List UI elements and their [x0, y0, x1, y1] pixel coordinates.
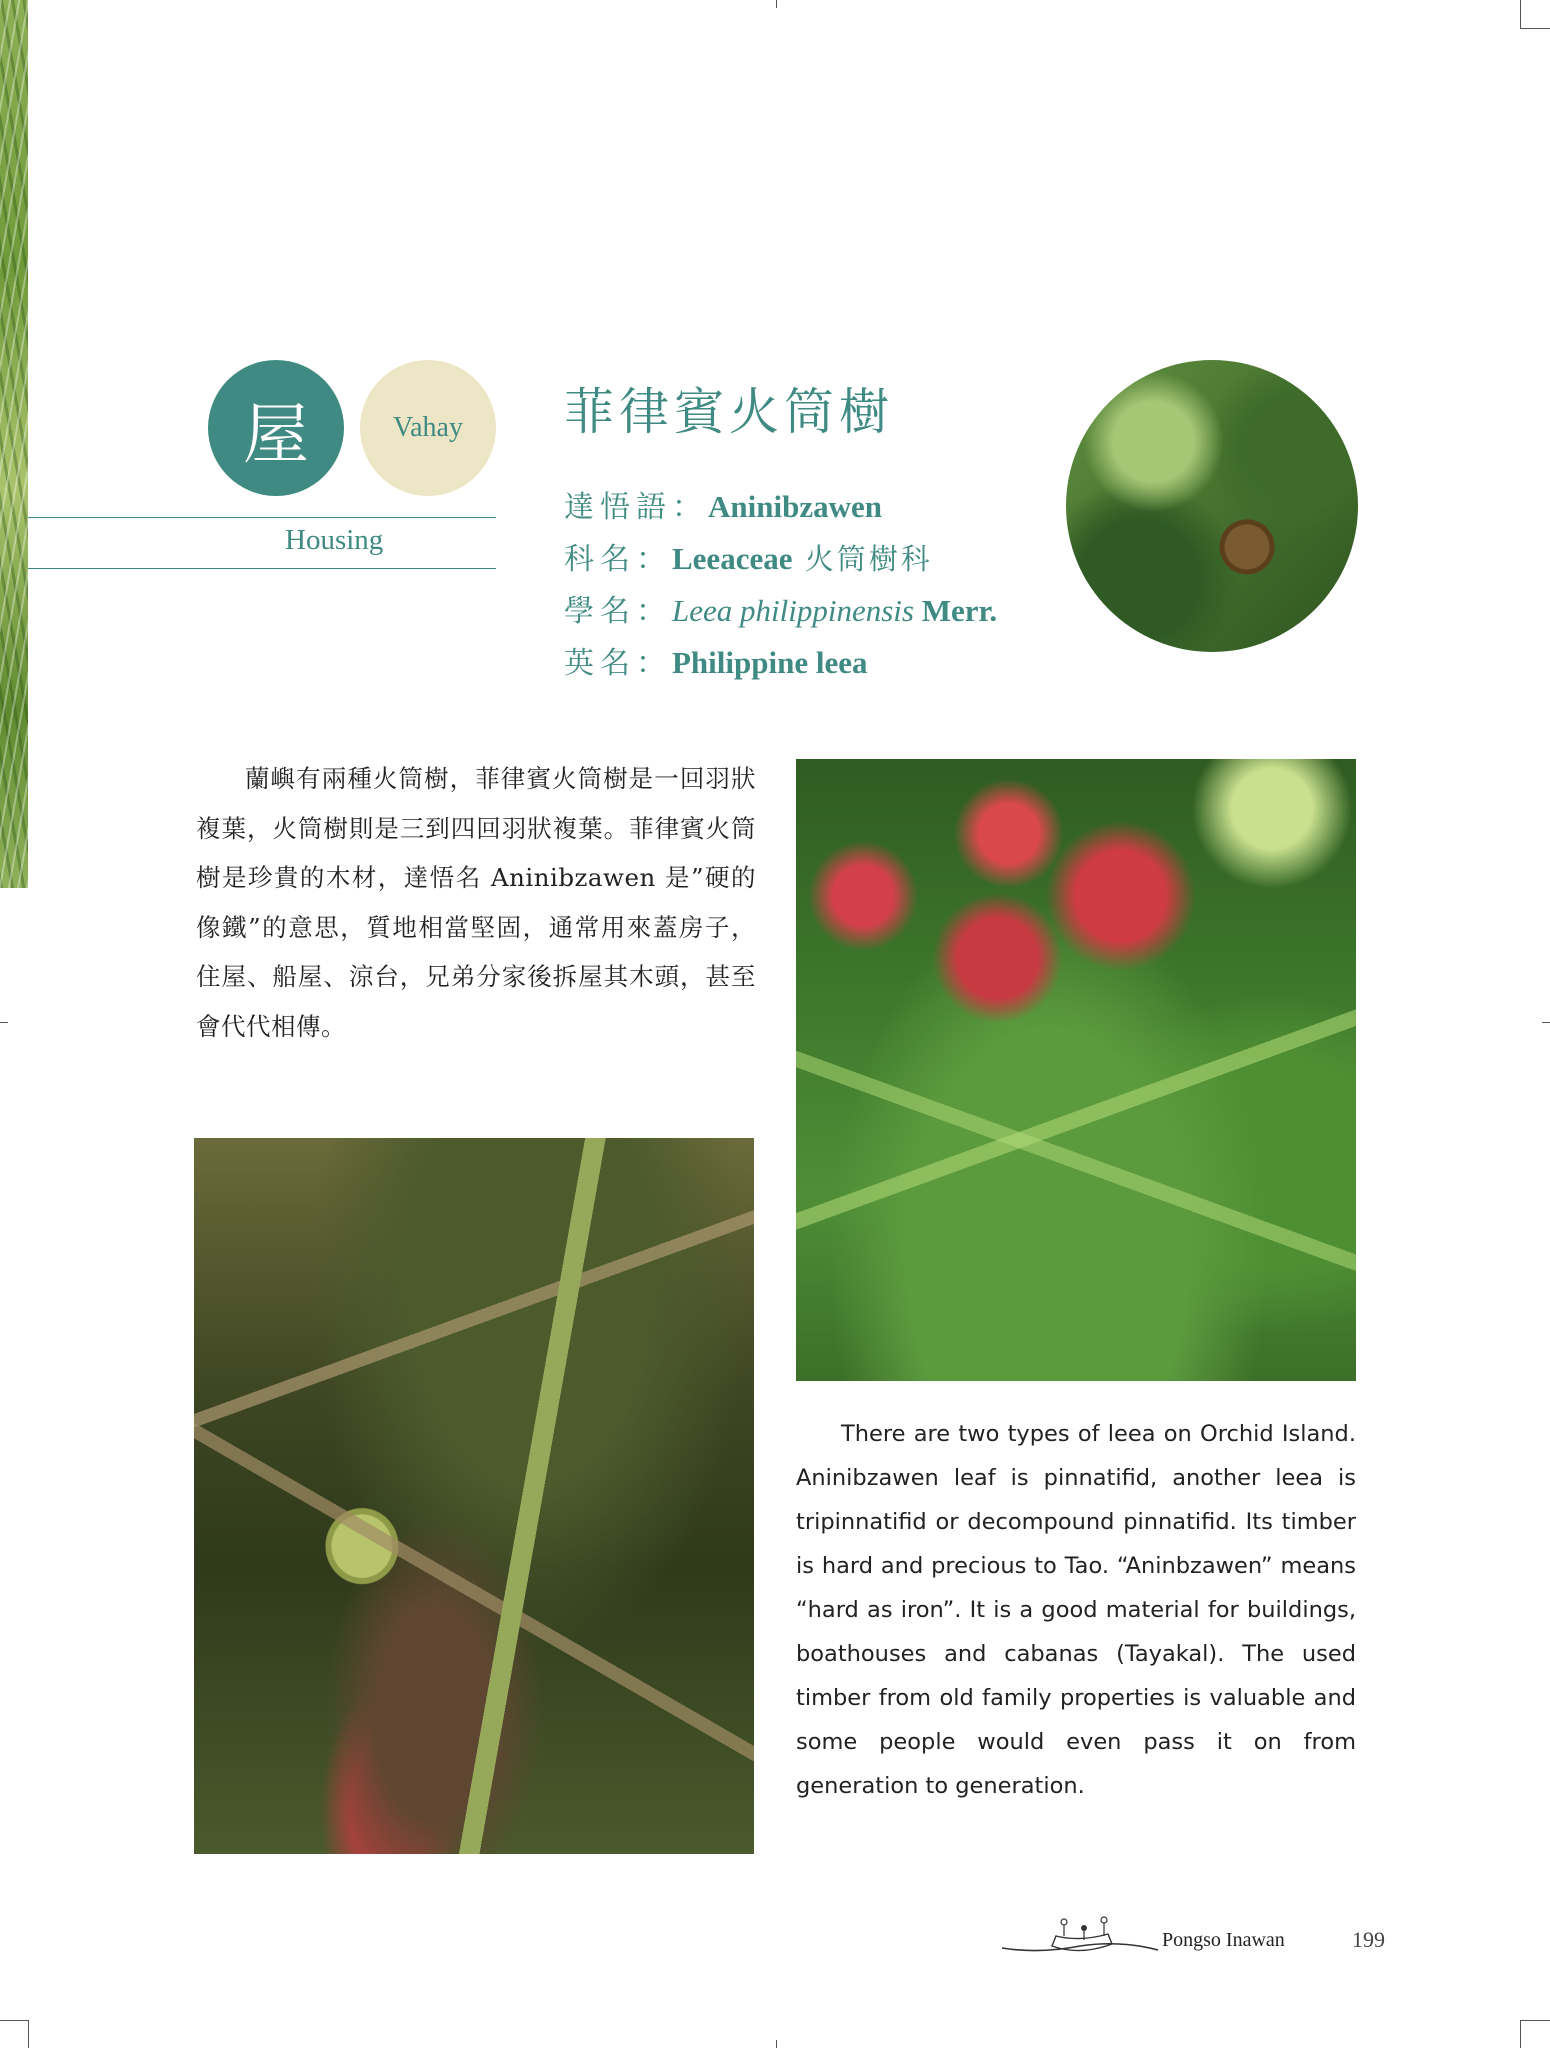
category-rule-top: [28, 517, 496, 518]
species-title: 菲律賓火筒樹: [564, 383, 894, 441]
family-line: [564, 534, 933, 578]
fruit-round-photo: [1066, 360, 1358, 652]
category-circle: [208, 360, 344, 496]
crop-mark: [28, 2020, 29, 2048]
family-value-cn: 火筒樹科: [792, 542, 933, 576]
family-label: 科名：: [564, 542, 672, 577]
english-description: There are two types of leea on Orchid Island. Aninibzawen leaf is pinnatifid, another leea is tripinnatifid or decompound pinnatifid. Its timber is hard and precious to Tao. “Aninbzawen” means “hard as iron”. It is a good material for buildings, boathouses and cabanas (Tayakal). The used timber from old family properties is valuable and some people would even pass it on from generation to generation.: [796, 1421, 1356, 1799]
stem-bud-photo: [194, 1138, 754, 1854]
tao-name-line: [564, 482, 882, 526]
scientific-name-label: 學名：: [564, 594, 672, 629]
book-title: Pongso Inawan: [1162, 1929, 1285, 1951]
crop-mark: [776, 0, 777, 8]
crop-mark: [0, 2020, 28, 2021]
crop-mark: [1520, 2020, 1521, 2048]
crop-mark: [1520, 28, 1550, 29]
crop-mark: [1520, 0, 1521, 28]
canoe-logo-icon: [1000, 1910, 1160, 1960]
flower-cluster-photo: [796, 759, 1356, 1381]
tao-name-label: 達悟語：: [564, 490, 708, 525]
chinese-description: 蘭嶼有兩種火筒樹，菲律賓火筒樹是一回羽狀複葉，火筒樹則是三到四回羽狀複葉。菲律賓火筒樹是珍貴的木材，達悟名 Aninibzawen 是”硬的像鐵”的意思，質地相當堅固，通常用來蓋房子，住屋、船屋、涼台，兄弟分家後拆屋其木頭，甚至會代代相傳。: [196, 764, 756, 1041]
tao-name-value: Aninibzawen: [708, 489, 882, 524]
tao-category-circle: [360, 360, 496, 496]
english-name-value: Philippine leea: [672, 645, 868, 680]
crop-mark: [776, 2040, 777, 2048]
category-rule-bottom: [28, 568, 496, 569]
crop-mark: [1520, 2020, 1550, 2021]
category-char: 屋: [243, 395, 309, 473]
scientific-name-value: Leea philippinensis: [672, 593, 914, 628]
page-number: 199: [1352, 1927, 1385, 1952]
scientific-name-line: [564, 586, 997, 630]
english-name-line: [564, 638, 868, 682]
crop-mark: [1542, 1022, 1550, 1023]
category-english-label: Housing: [285, 524, 384, 556]
crop-mark: [0, 1022, 8, 1023]
tao-category-label: Vahay: [393, 412, 463, 443]
english-name-label: 英名：: [564, 646, 672, 681]
grass-photo-strip: [0, 0, 28, 888]
family-value: Leeaceae: [672, 541, 793, 576]
scientific-author: Merr.: [913, 593, 998, 628]
